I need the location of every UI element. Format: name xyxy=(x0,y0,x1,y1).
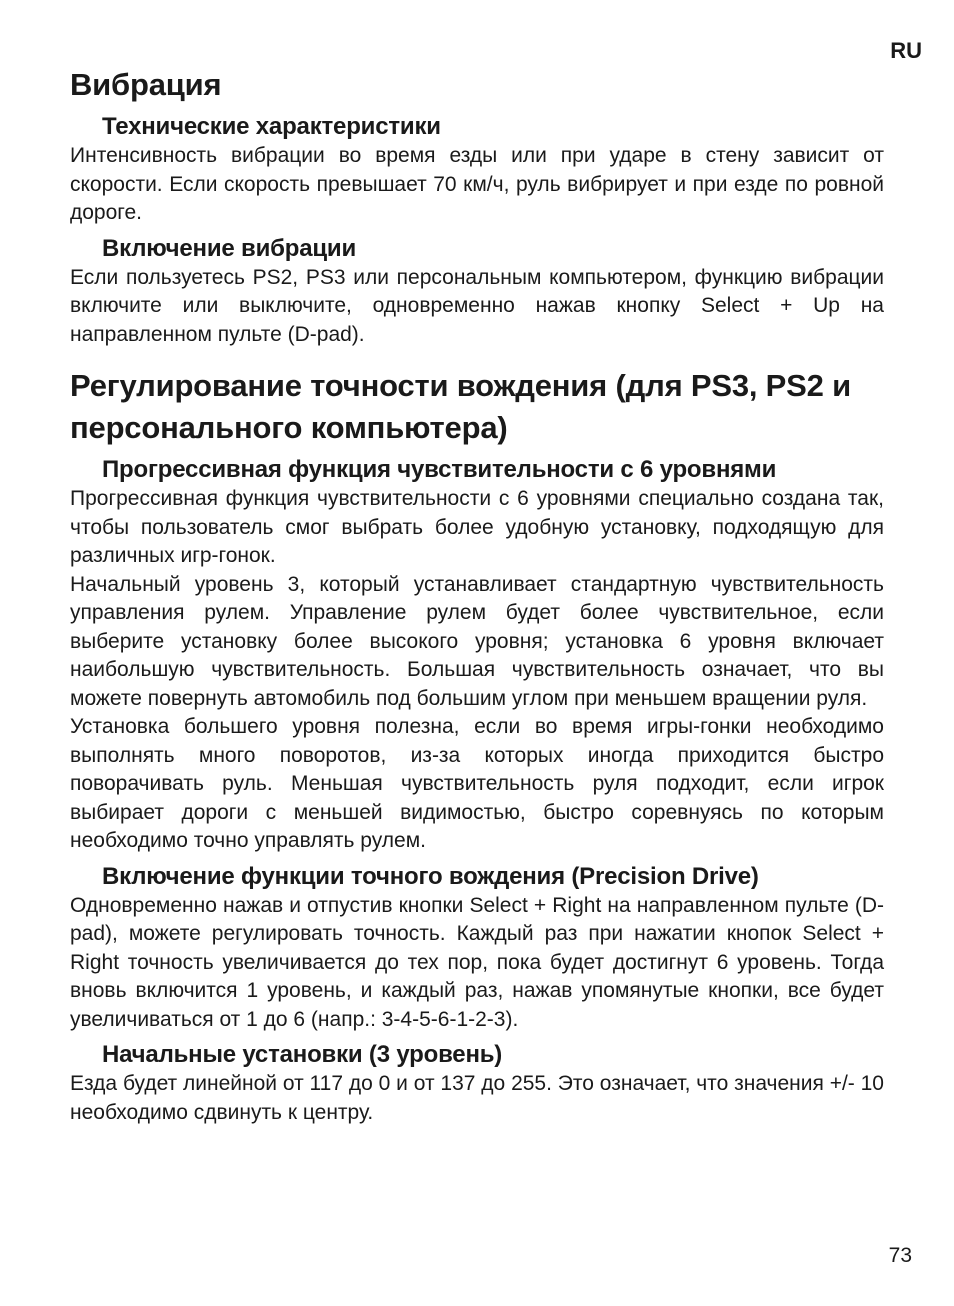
paragraph-progressive-1: Прогрессивная функция чувствительности с 6 уровнями специально создана так, чтобы пользователь смог выбрать более удобную установку, подходящую для различных игр-гонок. xyxy=(70,487,884,567)
section-title-precision: Регулирование точности вождения (для PS3, PS2 и персонального компьютера) xyxy=(70,368,851,445)
paragraph-precision-drive: Одновременно нажав и отпустив кнопки Select + Right на направленном пульте (D-pad), можете регулировать точность. Каждый раз при нажатии кнопок Select + Right точность увеличивается до тех пор, пока будет достигнут 6 уровень. Тогда вновь включится 1 уровень, и каждый раз, нажав упомянутые кнопки, все будет увеличиваться от 1 до 6 (напр.: 3-4-5-6-1-2-3). xyxy=(70,893,884,1031)
section-title-vibration: Вибрация xyxy=(70,67,222,102)
subheading-precision-drive: Включение функции точного вождения (Precision Drive) xyxy=(102,862,759,890)
subheading-enable-vibration: Включение вибрации xyxy=(102,234,357,262)
paragraph-progressive-3: Установка большего уровня полезна, если во время игры-гонки необходимо выполнять много поворотов, из-за которых иногда приходится быстро поворачивать руль. Меньшая чувствительность руля подходит, если игрок выбирает дороги с меньшей видимостью, быстро соревнуясь по которым необходимо точно управлять рулем. xyxy=(70,715,884,852)
paragraph-enable-vibration: Если пользуетесь PS2, PS3 или персональным компьютером, функцию вибрации включите или выключите, одновременно нажав кнопку Select + Up на направленном пульте (D-pad). xyxy=(70,265,884,346)
page-number: 73 xyxy=(888,1244,912,1267)
paragraph-progressive-2: Начальный уровень 3, который устанавливает стандартную чувствительность управления рулем. Управление рулем будет более чувствительное, если выберите установку более высокого уровня; установка 6 уровня включает наибольшую чувствительность. Большая чувствительность означает, что вы можете повернуть автомобиль под большим углом при меньшем вращении руля. xyxy=(70,572,884,710)
language-label: RU xyxy=(890,38,922,63)
subheading-specs: Технические характеристики xyxy=(102,113,441,140)
paragraph-default-settings: Езда будет линейной от 117 до 0 и от 137 до 255. Это означает, что значения +/- 10 необходимо сдвинуть к центру. xyxy=(70,1072,884,1124)
subheading-default-settings: Начальные установки (3 уровень) xyxy=(102,1041,503,1068)
paragraph-specs: Интенсивность вибрации во время езды или при ударе в стену зависит от скорости. Если скорость превышает 70 км/ч, руль вибрирует и при езде по ровной дороге. xyxy=(70,144,884,224)
subheading-progressive: Прогрессивная функция чувствительности с 6 уровнями xyxy=(102,456,777,483)
document-body xyxy=(70,64,884,1127)
